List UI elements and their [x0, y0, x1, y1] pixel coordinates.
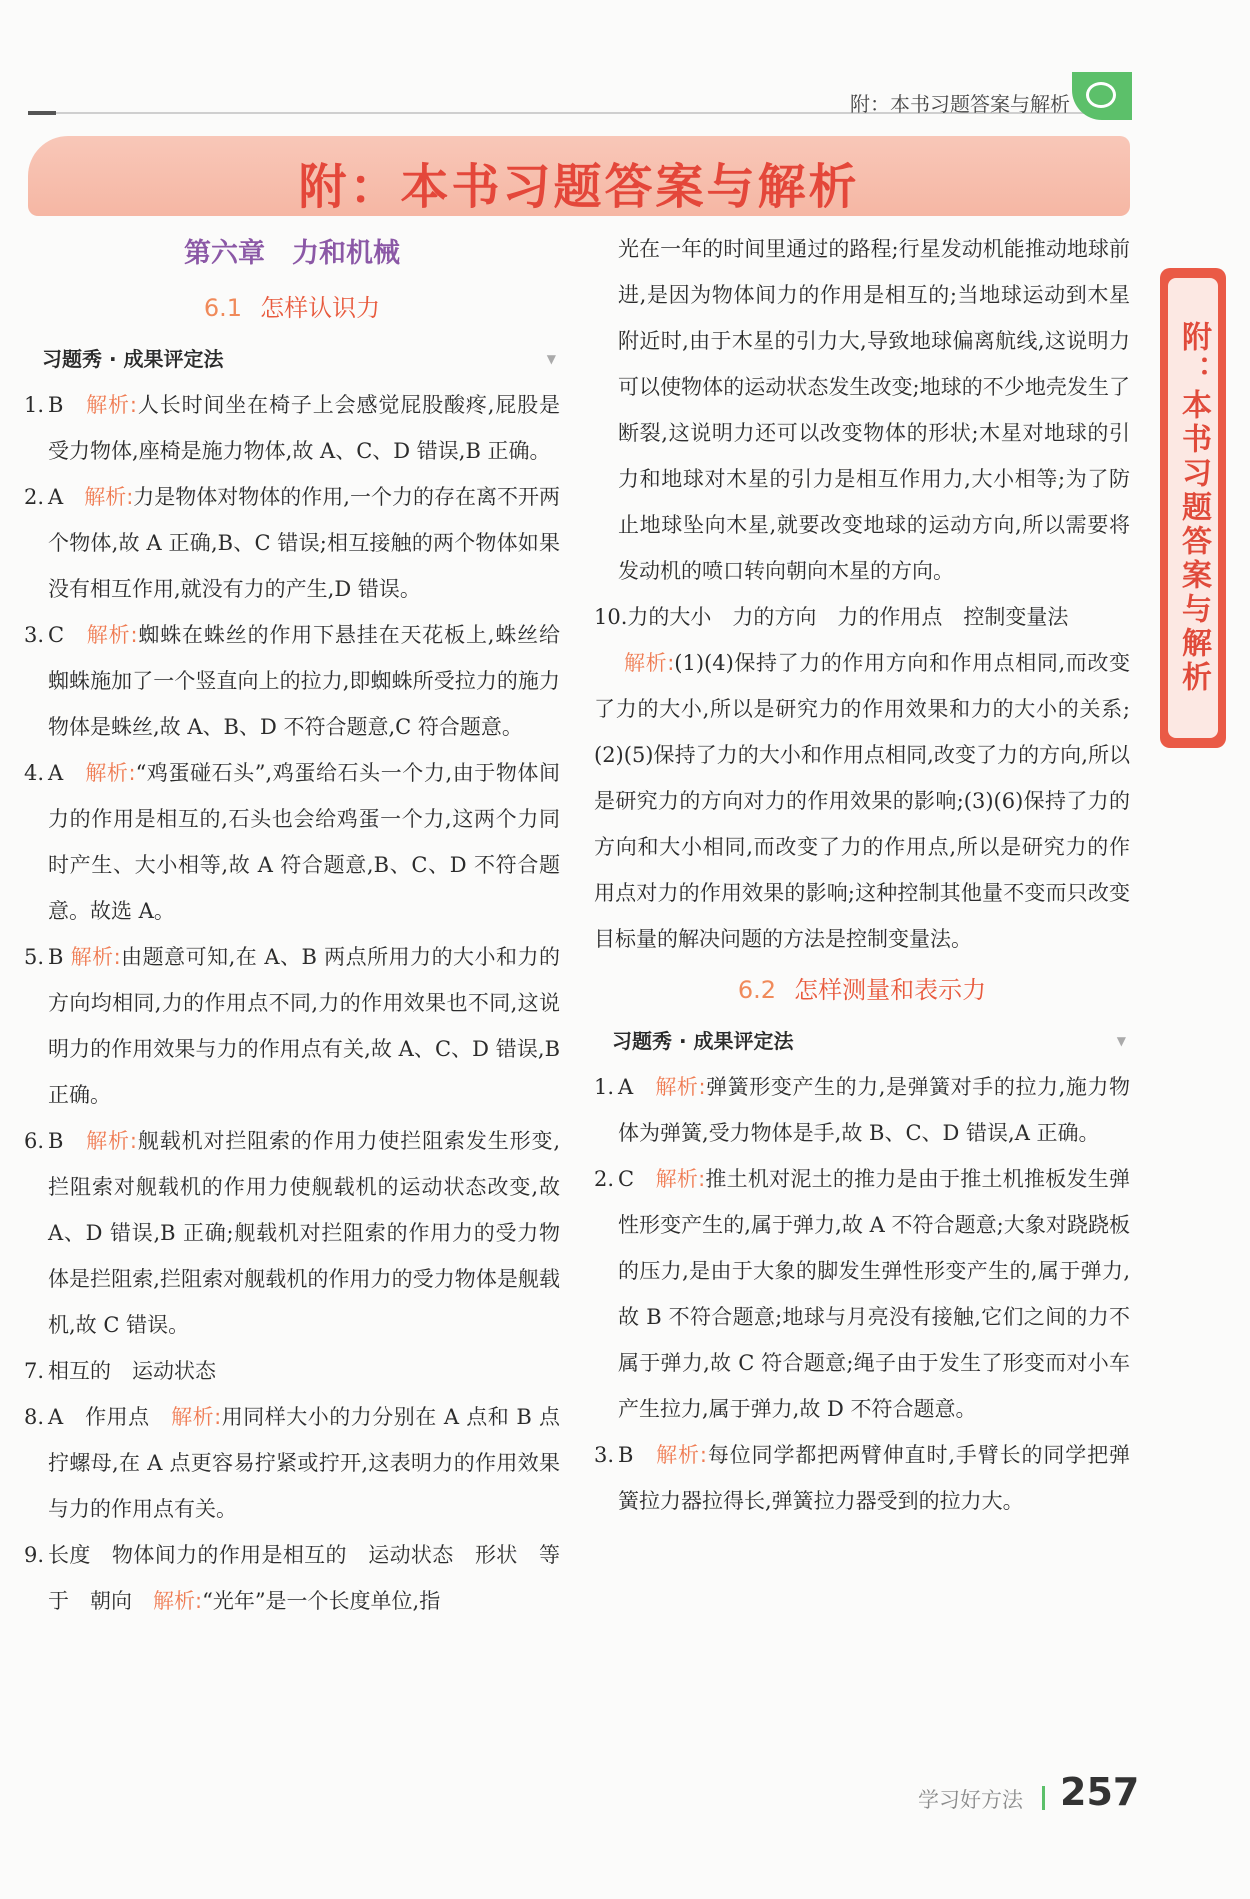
- analysis-label: 解析:: [70, 945, 121, 969]
- answer: C: [618, 1167, 635, 1191]
- analysis-label: 解析:: [655, 1075, 706, 1099]
- section-heading: [24, 280, 560, 336]
- section-title: 怎样测量和表示力: [794, 976, 987, 1004]
- answer-item: [24, 382, 560, 474]
- answer: B: [618, 1443, 634, 1467]
- analysis-label: 解析:: [86, 1129, 137, 1153]
- left-column: [24, 232, 560, 1624]
- answer-item: [24, 1532, 560, 1624]
- answer-item: [24, 612, 560, 750]
- answer-item: [24, 1118, 560, 1348]
- page-number: 257: [1060, 1770, 1140, 1814]
- analysis-text: 每位同学都把两臂伸直时,手臂长的同学把弹簧拉力器拉得长,弹簧拉力器受到的拉力大。: [618, 1443, 1130, 1513]
- item-number: 6.: [24, 1129, 45, 1153]
- analysis-label: 解析:: [84, 485, 134, 509]
- title-banner: [28, 136, 1130, 216]
- answer: 相互的 运动状态: [48, 1359, 216, 1383]
- item-number: 9.: [24, 1543, 45, 1567]
- item-number: 10.: [594, 605, 628, 629]
- answer: A: [48, 761, 64, 785]
- analysis-text: 用同样大小的力分别在 A 点和 B 点拧螺母,在 A 点更容易拧紧或拧开,这表明力的作用效果与力的作用点有关。: [48, 1405, 560, 1521]
- section-title: 怎样认识力: [260, 294, 381, 322]
- item-number: 1.: [594, 1075, 615, 1099]
- answer-item: [24, 474, 560, 612]
- analysis-text: (1)(4)保持了力的作用方向和作用点相同,而改变了力的大小,所以是研究力的作用效果和力的大小的关系;(2)(5)保持了力的大小和作用点相同,改变了力的方向,所以是研究力的方向对力的作用效果的影响;(3)(6)保持了力的方向和大小相同,而改变了力的作用点,所以是研究力的作用点对力的作用效果的影响;这种控制其他量不变而只改变目标量的解决问题的方法是控制变量法。: [594, 651, 1130, 951]
- analysis-text: 弹簧形变产生的力,是弹簧对手的拉力,施力物体为弹簧,受力物体是手,故 B、C、D 错误,A 正确。: [618, 1075, 1130, 1145]
- item-number: 4.: [24, 761, 45, 785]
- analysis-text: 人长时间坐在椅子上会感觉屁股酸疼,屁股是受力物体,座椅是施力物体,故 A、C、D 错误,B 正确。: [48, 393, 560, 463]
- analysis-text: 由题意可知,在 A、B 两点所用力的大小和力的方向均相同,力的作用点不同,力的作用效果也不同,这说明力的作用效果与力的作用点有关,故 A、C、D 错误,B 正确。: [48, 945, 561, 1107]
- answer: B: [48, 945, 64, 969]
- section-heading: [594, 962, 1130, 1018]
- analysis-label: 解析:: [656, 1443, 707, 1467]
- item-number: 5.: [24, 945, 45, 969]
- answer-item: [594, 1064, 1130, 1156]
- answer-item: [24, 1394, 560, 1532]
- answer: B: [48, 1129, 64, 1153]
- section-number: 6.2: [737, 976, 777, 1004]
- section-number: 6.1: [203, 294, 243, 322]
- item-number: 2.: [594, 1167, 615, 1191]
- answer-item: [594, 1156, 1130, 1432]
- analysis-text: “光年”是一个长度单位,指: [202, 1589, 441, 1613]
- exercise-subhead: 习题秀 · 成果评定法 ▼: [42, 336, 560, 382]
- answer-item: [594, 1432, 1130, 1524]
- answer: A: [48, 485, 64, 509]
- item-number: 7.: [24, 1359, 45, 1383]
- analysis-label: 解析:: [153, 1589, 203, 1613]
- analysis-text: 舰载机对拦阻索的作用力使拦阻索发生形变,拦阻索对舰载机的作用力使舰载机的运动状态改变,故 A、D 错误,B 正确;舰载机对拦阻索的作用力的受力物体是拦阻索,拦阻索对舰载机的作用力的受力物体是舰载机,故 C 错误。: [48, 1129, 560, 1337]
- side-tab: [1160, 268, 1226, 748]
- item-number: 3.: [594, 1443, 615, 1467]
- exercise-subhead: 习题秀 · 成果评定法 ▼: [612, 1018, 1130, 1064]
- analysis-label: 解析:: [624, 651, 675, 675]
- right-column: [594, 232, 1130, 1524]
- answer: 长度 物体间力的作用是相互的 运动状态 形状 等于 朝向: [48, 1543, 560, 1613]
- analysis-text: 力是物体对物体的作用,一个力的存在离不开两个物体,故 A 正确,B、C 错误;相互接触的两个物体如果没有相互作用,就没有力的产生,D 错误。: [48, 485, 561, 601]
- analysis-text: 推土机对泥土的推力是由于推土机推板发生弹性形变产生的,属于弹力,故 A 不符合题意;大象对跷跷板的压力,是由于大象的脚发生弹性形变产生的,属于弹力,故 B 不符合题意;地球与月亮没有接触,它们之间的力不属于弹力,故 C 符合题意;绳子由于发生了形变而对小车产生拉力,属于弹力,故 D 不符合题意。: [618, 1167, 1131, 1421]
- item-number: 8.: [24, 1405, 45, 1429]
- continued-analysis: 光在一年的时间里通过的路程;行星发动机能推动地球前进,是因为物体间力的作用是相互的;当地球运动到木星附近时,由于木星的引力大,导致地球偏离航线,这说明力可以使物体的运动状态发生改变;地球的不少地壳发生了断裂,这说明力还可以改变物体的形状;木星对地球的引力和地球对木星的引力是相互作用力,大小相等;为了防止地球坠向木星,就要改变地球的运动方向,所以需要将发动机的喷口转向朝向木星的方向。: [618, 237, 1130, 583]
- page-title: 附：本书习题答案与解析: [298, 159, 860, 215]
- analysis-text: “鸡蛋碰石头”,鸡蛋给石头一个力,由于物体间力的作用是相互的,石头也会给鸡蛋一个力,这两个力同时产生、大小相等,故 A 符合题意,B、C、D 不符合题意。故选 A。: [48, 761, 561, 923]
- answer-item: [24, 750, 560, 934]
- item-number: 1.: [24, 393, 45, 417]
- item-number: 2.: [24, 485, 45, 509]
- side-tab-label: 附：本书习题答案与解析: [1168, 278, 1218, 738]
- answer: A: [618, 1075, 634, 1099]
- analysis-label: 解析:: [655, 1167, 706, 1191]
- analysis-label: 解析:: [85, 761, 136, 785]
- chapter-title: 第六章 力和机械: [184, 238, 400, 269]
- analysis-label: 解析:: [86, 393, 137, 417]
- header-rule-mark: [28, 111, 56, 115]
- footer-divider: [1042, 1786, 1045, 1810]
- answer: A 作用点: [48, 1405, 150, 1429]
- answer-item: [24, 934, 560, 1118]
- answer-item: [24, 1348, 560, 1394]
- answer: C: [48, 623, 65, 647]
- running-head: 附：本书习题答案与解析: [850, 92, 1070, 116]
- analysis-label: 解析:: [86, 623, 138, 647]
- analysis-label: 解析:: [171, 1405, 222, 1429]
- answer: B: [48, 393, 64, 417]
- answer-item: [594, 594, 1130, 962]
- item-number: 3.: [24, 623, 45, 647]
- analysis-text: 蜘蛛在蛛丝的作用下悬挂在天花板上,蛛丝给蜘蛛施加了一个竖直向上的拉力,即蜘蛛所受拉力的施力物体是蛛丝,故 A、B、D 不符合题意,C 符合题意。: [48, 623, 561, 739]
- answer: 力的大小 力的方向 力的作用点 控制变量法: [627, 605, 1069, 629]
- footer-slogan: 学习好方法: [918, 1788, 1023, 1812]
